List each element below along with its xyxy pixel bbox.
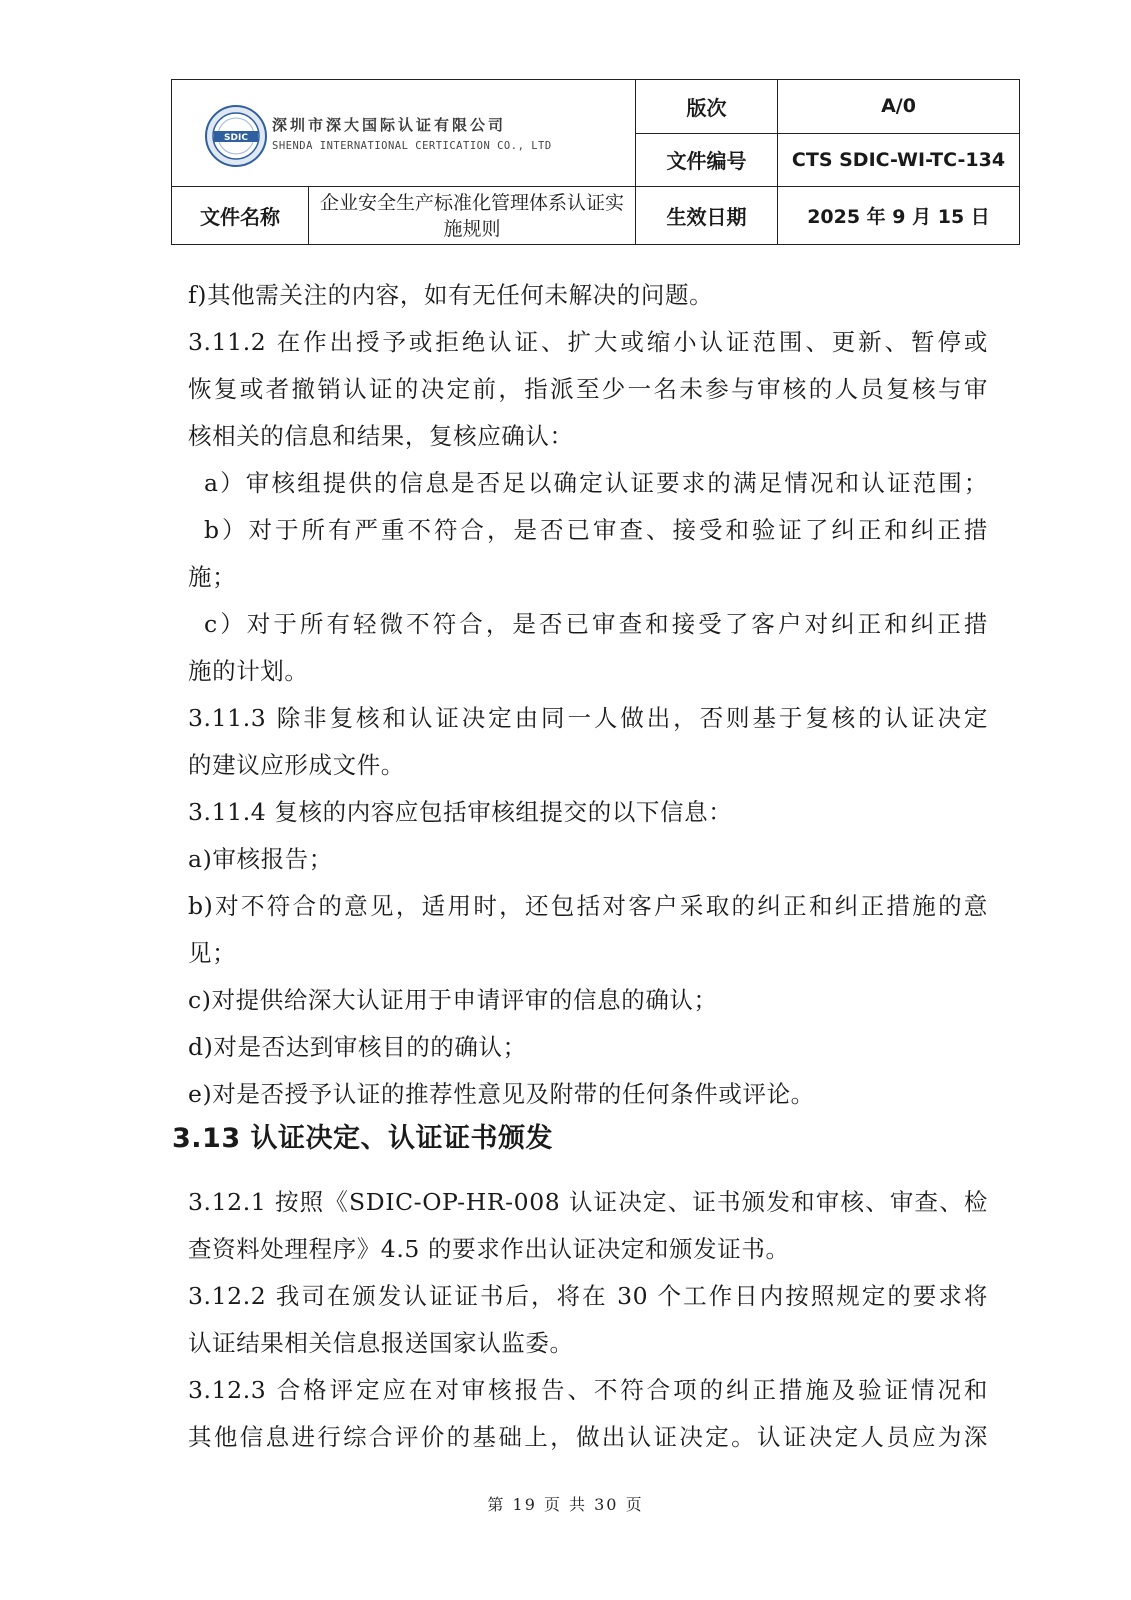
body-line: a)审核报告； [188,845,333,873]
logo-text: SDIC [224,133,248,143]
body-line: b）对于所有严重不符合，是否已审查、接受和验证了纠正和纠正措 [204,516,988,544]
version-value: A/0 [778,80,1020,134]
body-line: c)对提供给深大认证用于申请评审的信息的确认； [188,986,718,1014]
document-body [172,272,988,1461]
company-logo-cell [172,80,636,187]
body-line: f)其他需关注的内容，如有无任何未解决的问题。 [188,281,714,309]
docno-label: 文件编号 [636,133,778,187]
docno-value: CTS SDIC-WI-TC-134 [778,133,1020,187]
date-label: 生效日期 [636,187,778,245]
body-line: 的建议应形成文件。 [188,751,405,779]
section-heading: 3.13 认证决定、认证证书颁发 [172,1123,554,1154]
body-line: 3.11.3 除非复核和认证决定由同一人做出，否则基于复核的认证决定 [188,704,988,732]
page-number: 第 19 页 共 30 页 [487,1495,644,1514]
body-line: 施的计划。 [188,657,309,685]
body-line: 其他信息进行综合评价的基础上，做出认证决定。认证决定人员应为深 [188,1423,988,1451]
sdic-logo-icon [204,104,268,168]
body-line: 3.11.4 复核的内容应包括审核组提交的以下信息： [188,798,733,826]
company-name-en: SHENDA INTERNATIONAL CERTICATION CO., LTD [272,140,552,152]
company-name-cn: 深圳市深大国际认证有限公司 [272,116,507,134]
body-line: 查资料处理程序》4.5 的要求作出认证决定和颁发证书。 [188,1235,790,1263]
body-line: 施； [188,563,237,591]
version-label: 版次 [636,80,778,134]
body-line: 恢复或者撤销认证的决定前，指派至少一名未参与审核的人员复核与审 [188,375,988,403]
body-line: d)对是否达到审核目的的确认； [188,1033,527,1061]
body-line: 3.11.2 在作出授予或拒绝认证、扩大或缩小认证范围、更新、暂停或 [188,328,988,356]
body-line: a）审核组提供的信息是否足以确定认证要求的满足情况和认证范围； [204,469,988,497]
header-table [171,79,1020,245]
docname-label: 文件名称 [172,187,309,245]
body-line: 认证结果相关信息报送国家认监委。 [188,1329,574,1357]
body-line: b)对不符合的意见，适用时，还包括对客户采取的纠正和纠正措施的意 [188,892,988,920]
body-line: c）对于所有轻微不符合，是否已审查和接受了客户对纠正和纠正措 [204,610,988,638]
docname-value: 企业安全生产标准化管理体系认证实施规则 [309,187,636,245]
body-line: 3.12.2 我司在颁发认证证书后，将在 30 个工作日内按照规定的要求将 [188,1282,988,1310]
body-line: 3.12.3 合格评定应在对审核报告、不符合项的纠正措施及验证情况和 [188,1376,988,1404]
body-line: 核相关的信息和结果，复核应确认： [188,422,574,450]
date-value: 2025 年 9 月 15 日 [778,187,1020,245]
body-line: 3.12.1 按照《SDIC-OP-HR-008 认证决定、证书颁发和审核、审查、检 [188,1188,988,1216]
body-line: 见； [188,939,237,967]
body-line: e)对是否授予认证的推荐性意见及附带的任何条件或评论。 [188,1080,815,1108]
